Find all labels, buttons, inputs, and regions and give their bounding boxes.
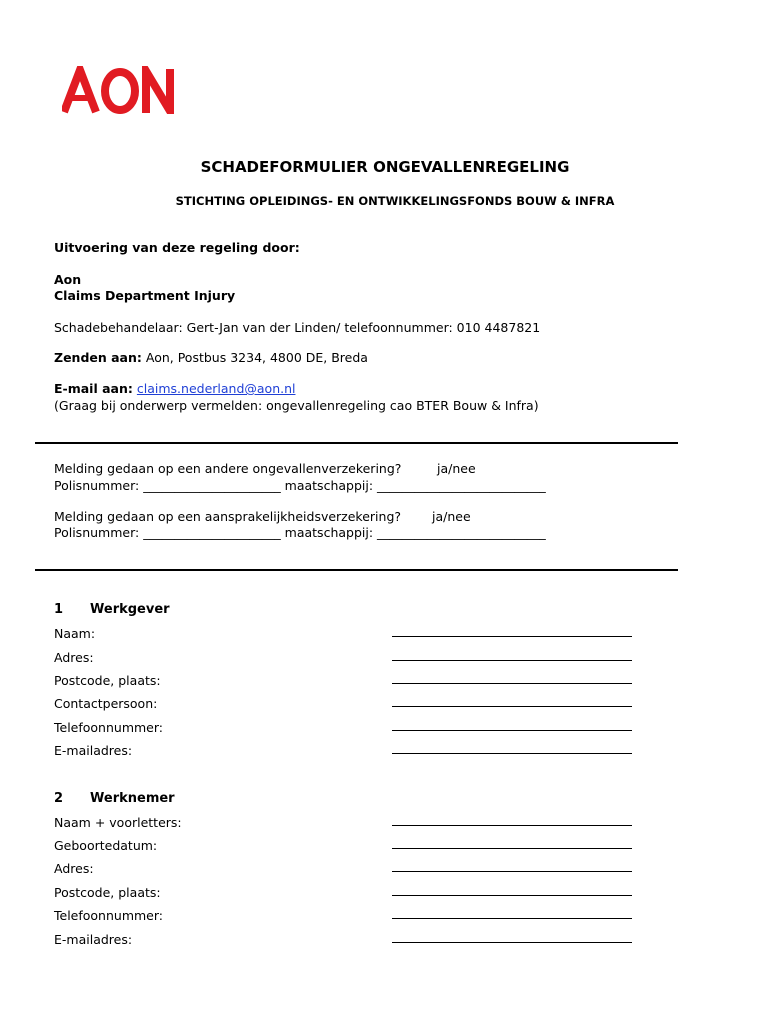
send-to xyxy=(54,350,368,365)
divider-bottom xyxy=(35,569,678,571)
liability-policy-line[interactable]: Polisnummer: ______________________ maatschappij: ___________________________ xyxy=(54,525,546,540)
employer-address-field[interactable] xyxy=(392,660,632,661)
section-title-employer: Werkgever xyxy=(90,602,170,617)
employee-email-field[interactable] xyxy=(392,942,632,943)
field-label: Naam + voorletters: xyxy=(54,815,182,830)
field-label: Geboortedatum: xyxy=(54,838,158,853)
field-label: E-mailadres: xyxy=(54,932,133,947)
section-number: 1 xyxy=(54,602,64,617)
employee-phone-field[interactable] xyxy=(392,918,632,919)
employer-contact-field[interactable] xyxy=(392,706,632,707)
field-label: Postcode, plaats: xyxy=(54,673,161,688)
email-link[interactable]: claims.nederland@aon.nl xyxy=(136,381,296,396)
field-label: Telefoonnummer: xyxy=(54,908,164,923)
send-to-address: Aon, Postbus 3234, 4800 DE, Breda xyxy=(141,350,368,365)
employer-phone-field[interactable] xyxy=(392,730,632,731)
field-label: Contactpersoon: xyxy=(54,696,158,711)
accident-insurance-question: Melding gedaan op een andere ongevallenverzekering? xyxy=(54,461,402,476)
employee-postcode-field[interactable] xyxy=(392,895,632,896)
liability-insurance-question: Melding gedaan op een aansprakelijkheidsverzekering? xyxy=(54,509,402,524)
employer-postcode-field[interactable] xyxy=(392,683,632,684)
field-label: E-mailadres: xyxy=(54,743,133,758)
field-label: Adres: xyxy=(54,861,94,876)
email-label: E-mail aan: xyxy=(54,381,133,396)
employee-address-field[interactable] xyxy=(392,871,632,872)
department-name: Claims Department Injury xyxy=(54,288,236,303)
field-label: Telefoonnummer: xyxy=(54,720,164,735)
field-label: Adres: xyxy=(54,650,94,665)
employee-name-field[interactable] xyxy=(392,825,632,826)
claims-handler: Schadebehandelaar: Gert-Jan van der Linden/ telefoonnummer: 010 4487821 xyxy=(54,320,541,335)
section-title-employee: Werknemer xyxy=(90,791,175,806)
divider-top xyxy=(35,442,678,444)
send-to-label: Zenden aan: xyxy=(54,350,142,365)
form-title: SCHADEFORMULIER ONGEVALLENREGELING xyxy=(200,158,570,176)
employer-name-field[interactable] xyxy=(392,636,632,637)
field-label: Postcode, plaats: xyxy=(54,885,161,900)
execution-label: Uitvoering van deze regeling door: xyxy=(54,240,300,255)
aon-logo xyxy=(62,66,176,114)
section-number: 2 xyxy=(54,791,64,806)
accident-insurance-answer[interactable]: ja/nee xyxy=(437,461,476,476)
email-note: (Graag bij onderwerp vermelden: ongevallenregeling cao BTER Bouw & Infra) xyxy=(54,398,539,413)
email-to xyxy=(54,381,295,396)
liability-insurance-answer[interactable]: ja/nee xyxy=(432,509,471,524)
accident-policy-line[interactable]: Polisnummer: ______________________ maatschappij: ___________________________ xyxy=(54,478,546,493)
field-label: Naam: xyxy=(54,626,96,641)
company-name: Aon xyxy=(54,272,82,287)
form-subtitle: STICHTING OPLEIDINGS- EN ONTWIKKELINGSFONDS BOUW & INFRA xyxy=(175,194,615,208)
employer-email-field[interactable] xyxy=(392,753,632,754)
employee-birthdate-field[interactable] xyxy=(392,848,632,849)
